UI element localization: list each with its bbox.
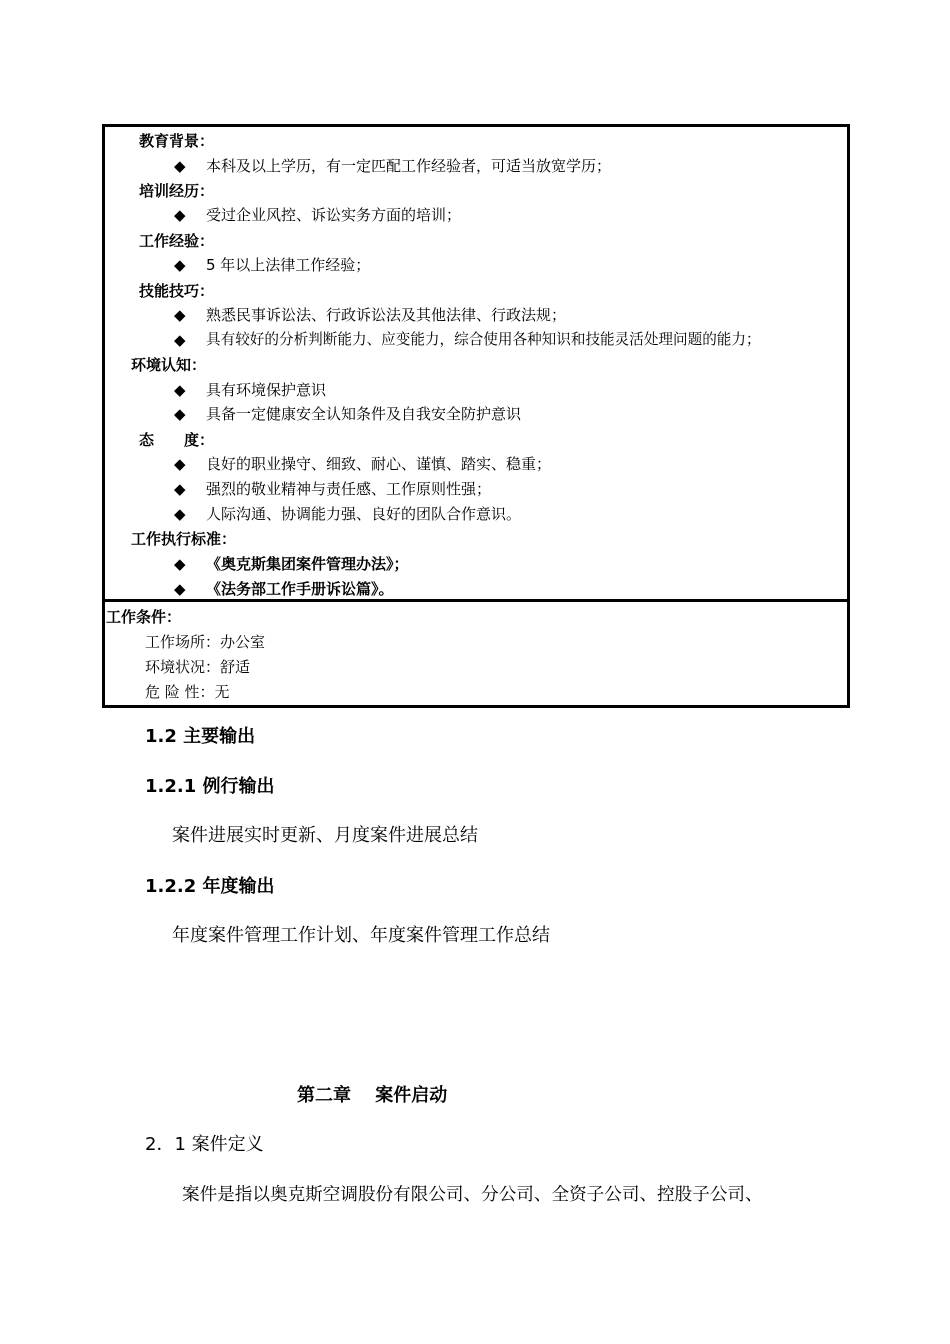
- bullet-icon: ◆: [174, 306, 186, 324]
- bullet-icon: ◆: [174, 455, 186, 473]
- work-environment-status: 环境状况：舒适: [145, 658, 251, 676]
- attitude-item: 强烈的敬业精神与责任感、工作原则性强；: [206, 480, 492, 498]
- skills-item: 熟悉民事诉讼法、行政诉讼法及其他法律、行政法规；: [206, 306, 567, 324]
- environment-item: 具备一定健康安全认知条件及自我安全防护意识: [206, 405, 522, 423]
- bullet-icon: ◆: [174, 480, 186, 498]
- section-body-1-2-2: 年度案件管理工作计划、年度案件管理工作总结: [172, 925, 550, 946]
- standards-item: 《法务部工作手册诉讼篇》。: [206, 580, 394, 598]
- education-item: 本科及以上学历，有一定匹配工作经验者，可适当放宽学历；: [206, 157, 612, 175]
- attitude-item: 人际沟通、协调能力强、良好的团队合作意识。: [206, 505, 522, 523]
- bullet-icon: ◆: [174, 206, 186, 224]
- training-item: 受过企业风控、诉讼实务方面的培训；: [206, 206, 462, 224]
- bullet-icon: ◆: [174, 256, 186, 274]
- section-heading-1-2: 1.2 主要输出: [145, 726, 256, 747]
- bullet-icon: ◆: [174, 381, 186, 399]
- standards-label: 工作执行标准：: [131, 530, 237, 548]
- section-heading-2-1: 2．1 案件定义: [145, 1134, 264, 1155]
- education-label: 教育背景：: [139, 132, 215, 150]
- bullet-icon: ◆: [174, 157, 186, 175]
- skills-label: 技能技巧：: [139, 282, 215, 300]
- bullet-icon: ◆: [174, 580, 186, 598]
- work-place: 工作场所：办公室: [145, 633, 266, 651]
- standards-item: 《奥克斯集团案件管理办法》；: [206, 555, 409, 573]
- environment-label: 环境认知：: [131, 356, 207, 374]
- work-conditions-label: 工作条件：: [106, 608, 182, 626]
- experience-label: 工作经验：: [139, 232, 215, 250]
- chapter-title: 第二章 案件启动: [297, 1085, 448, 1106]
- environment-item: 具有环境保护意识: [206, 381, 327, 399]
- section-body-2-1: 案件是指以奥克斯空调股份有限公司、分公司、全资子公司、控股子公司、: [182, 1185, 763, 1205]
- attitude-item: 良好的职业操守、细致、耐心、谨慎、踏实、稳重；: [206, 455, 552, 473]
- experience-item: 5 年以上法律工作经验；: [206, 256, 371, 274]
- bullet-icon: ◆: [174, 405, 186, 423]
- skills-item: 具有较好的分析判断能力、应变能力，综合使用各种知识和技能灵活处理问题的能力；: [206, 331, 761, 348]
- work-danger: 危 险 性：无: [145, 683, 230, 701]
- bullet-icon: ◆: [174, 555, 186, 573]
- bullet-icon: ◆: [174, 505, 186, 523]
- training-label: 培训经历：: [139, 182, 215, 200]
- section-heading-1-2-2: 1.2.2 年度输出: [145, 876, 275, 897]
- section-body-1-2-1: 案件进展实时更新、月度案件进展总结: [172, 825, 478, 846]
- section-heading-1-2-1: 1.2.1 例行输出: [145, 776, 275, 797]
- attitude-label: 态 度：: [139, 431, 215, 449]
- bullet-icon: ◆: [174, 331, 186, 349]
